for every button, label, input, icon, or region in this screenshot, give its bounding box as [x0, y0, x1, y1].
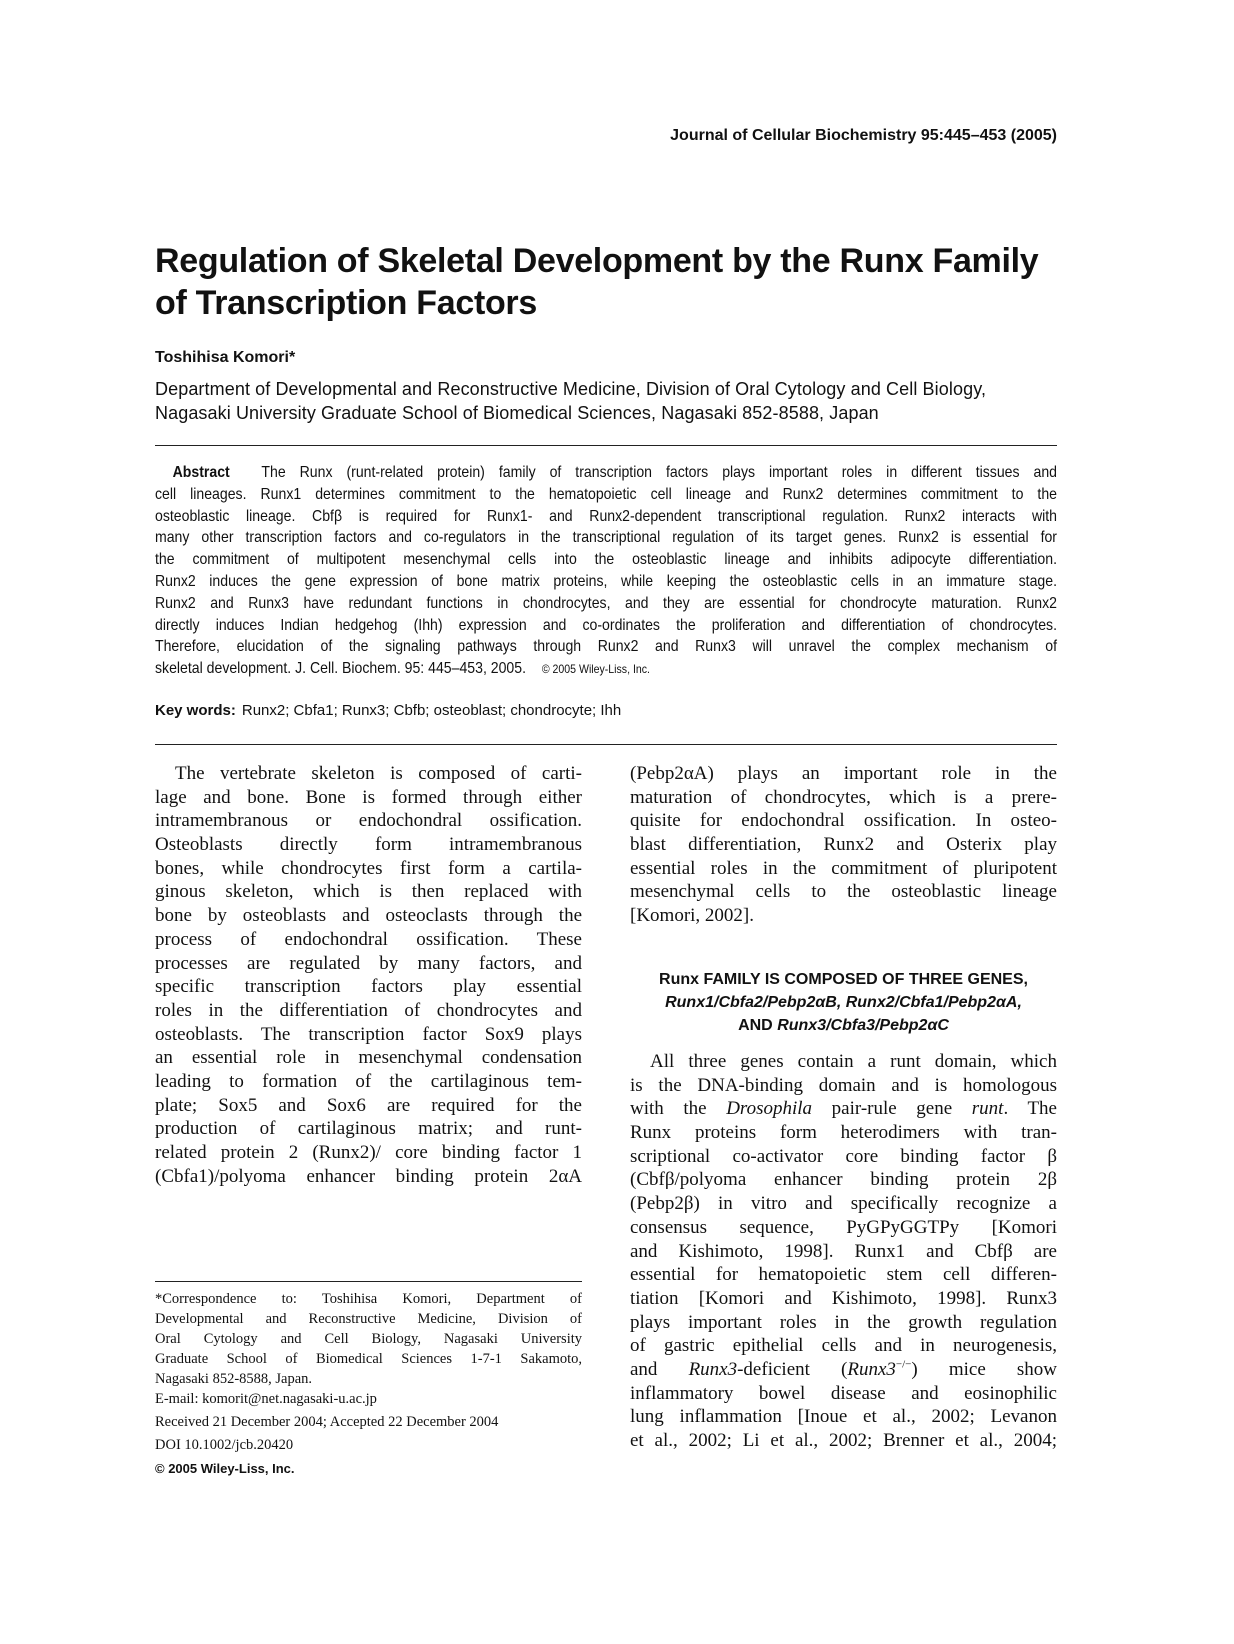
abstract-label: Abstract	[172, 464, 230, 481]
text-line: and Runx3-deficient (Runx3−/−) mice show	[630, 1358, 1057, 1380]
text-line: lung inflammation [Inoue et al., 2002; Levanon	[630, 1406, 1057, 1428]
text-line: lage and bone. Bone is formed through either	[155, 786, 582, 808]
italic-term: Runx3	[847, 1358, 896, 1380]
author: Toshihisa Komori*	[155, 349, 296, 366]
text-line: essential for hematopoietic stem cell differen-	[630, 1264, 1057, 1286]
text-line: mesenchymal cells to the osteoblastic lineage	[630, 881, 1057, 903]
footnote-divider	[155, 1281, 582, 1282]
abstract	[155, 462, 1057, 680]
text-line: intramembranous or endochondral ossification.	[155, 810, 582, 832]
keywords-label: Key words:	[155, 702, 236, 719]
heading-line: Runx FAMILY IS COMPOSED OF THREE GENES,	[659, 971, 1028, 988]
left-column-text	[155, 762, 582, 1188]
text-line: bone by osteoblasts and osteoclasts through the	[155, 905, 582, 927]
text-line: Runx proteins form heterodimers with tran-	[630, 1122, 1057, 1144]
heading-line	[630, 1014, 1057, 1037]
abstract-line: Runx2 and Runx3 have redundant functions in chondrocytes, and they are essential for chondrocyte maturation. Runx2	[155, 594, 1057, 612]
abstract-line: osteoblastic lineage. Cbfβ is required for Runx1- and Runx2-dependent transcriptional regulation. Runx2 interacts with	[155, 507, 1057, 525]
title-line: of Transcription Factors	[155, 284, 537, 322]
text-line: of gastric epithelial cells and in neurogenesis,	[630, 1335, 1057, 1357]
text-line: Osteoblasts directly form intramembranous	[155, 834, 582, 856]
doi: DOI 10.1002/jcb.20420	[155, 1437, 294, 1453]
footnote-line: Graduate School of Biomedical Sciences 1-7-1 Sakamoto,	[155, 1351, 582, 1367]
text-line: and Kishimoto, 1998]. Runx1 and Cbfβ are	[630, 1240, 1057, 1262]
text-line: osteoblasts. The transcription factor Sox9 plays	[155, 1023, 582, 1045]
text-line: is the DNA-binding domain and is homologous	[630, 1074, 1057, 1096]
text-line: process of endochondral ossification. These	[155, 928, 582, 950]
text-line: an essential role in mesenchymal condensation	[155, 1047, 582, 1069]
footnote	[155, 1289, 582, 1476]
right-column-body	[630, 1050, 1057, 1453]
text-line: et al., 2002; Li et al., 2002; Brenner et al., 2004;	[630, 1430, 1057, 1451]
text-line: scriptional co-activator core binding factor β	[630, 1145, 1057, 1167]
text-line: (Pebp2αA) plays an important role in the	[630, 763, 1057, 784]
text-line: processes are regulated by many factors, and	[155, 952, 582, 974]
text-line: (Cbfa1)/polyoma enhancer binding protein 2αA	[155, 1165, 582, 1187]
text-line: leading to formation of the cartilaginous tem-	[155, 1070, 582, 1092]
heading-line	[630, 991, 1057, 1014]
text-line: inflammatory bowel disease and eosinophilic	[630, 1382, 1057, 1404]
article-title	[155, 240, 1038, 324]
text-line: (Pebp2β) in vitro and specifically recognize a	[630, 1193, 1057, 1215]
text-line: [Komori, 2002].	[630, 905, 755, 927]
abstract-copyright: © 2005 Wiley-Liss, Inc.	[541, 662, 650, 677]
heading-genes: Runx1/Cbfa2/Pebp2αB, Runx2/Cbfa1/Pebp2αA,	[665, 994, 1022, 1011]
affiliation-line: Department of Developmental and Reconstructive Medicine, Division of Oral Cytology and Cell Biology,	[155, 379, 987, 399]
text-line: roles in the differentiation of chondrocytes and	[155, 999, 582, 1021]
right-column-intro	[630, 762, 1057, 928]
heading-genes: Runx3/Cbfa3/Pebp2αC	[777, 1017, 949, 1034]
keywords	[155, 702, 621, 719]
abstract-line: cell lineages. Runx1 determines commitment to the hematopoietic cell lineage and Runx2 determines commitment to the	[155, 485, 1057, 503]
abstract-line: many other transcription factors and co-regulators in the transcriptional regulation of its target genes. Runx2 is essential for	[155, 529, 1057, 547]
text-line: bones, while chondrocytes first form a cartila-	[155, 857, 582, 879]
abstract-line: the commitment of multipotent mesenchymal cells into the osteoblastic lineage and inhibits adipocyte differentiation.	[155, 551, 1057, 569]
text-line: with the Drosophila pair-rule gene runt. The	[630, 1098, 1057, 1120]
title-line: Regulation of Skeletal Development by the Runx Family	[155, 242, 1039, 280]
text-line: plays important roles in the growth regulation	[630, 1311, 1057, 1333]
text-line: ginous skeleton, which is then replaced with	[155, 881, 582, 903]
text-line: related protein 2 (Runx2)/ core binding factor 1	[155, 1142, 582, 1163]
abstract-line: Therefore, elucidation of the signaling pathways through Runx2 and Runx3 will unravel the complex mechanism of	[155, 638, 1057, 656]
text-line: All three genes contain a runt domain, which	[650, 1051, 1057, 1072]
footnote-line: Oral Cytology and Cell Biology, Nagasaki University	[155, 1331, 582, 1347]
italic-term: Runx3	[688, 1358, 738, 1380]
abstract-line: Runx2 induces the gene expression of bone matrix proteins, while keeping the osteoblastic cells in an immature stage.	[155, 572, 1057, 590]
journal-citation: Journal of Cellular Biochemistry 95:445–453 (2005)	[670, 127, 1057, 144]
footnote-line: Developmental and Reconstructive Medicine, Division of	[155, 1311, 582, 1327]
section-heading	[630, 968, 1057, 1037]
text-line: (Cbfβ/polyoma enhancer binding protein 2β	[630, 1169, 1057, 1191]
affiliation-line: Nagasaki University Graduate School of Biomedical Sciences, Nagasaki 852-8588, Japan	[155, 403, 879, 423]
italic-term: runt	[971, 1098, 1004, 1120]
footnote-line: E-mail: komorit@net.nagasaki-u.ac.jp	[155, 1391, 377, 1407]
affiliation	[155, 377, 986, 425]
divider	[155, 445, 1057, 446]
text-line: blast differentiation, Runx2 and Osterix play	[630, 834, 1057, 856]
abstract-line: directly induces Indian hedgehog (Ihh) expression and co-ordinates the proliferation and differentiation of chondrocytes.	[155, 616, 1057, 634]
text-line: consensus sequence, PyGPyGGTPy [Komori	[630, 1216, 1057, 1238]
divider	[155, 744, 1057, 745]
text-line: essential roles in the commitment of pluripotent	[630, 857, 1057, 879]
footnote-line: *Correspondence to: Toshihisa Komori, Department of	[155, 1291, 582, 1307]
abstract-line: skeletal development. J. Cell. Biochem. 95: 445–453, 2005. © 2005 Wiley-Liss, Inc.	[155, 660, 650, 678]
superscript: −/−	[895, 1358, 912, 1371]
text-line: production of cartilaginous matrix; and runt-	[155, 1118, 582, 1140]
abstract-line: Abstract The Runx (runt-related protein) family of transcription factors plays important roles in different tissues and	[172, 464, 1058, 481]
italic-term: Drosophila	[726, 1098, 813, 1120]
copyright: © 2005 Wiley-Liss, Inc.	[155, 1461, 295, 1476]
text-line: tiation [Komori and Kishimoto, 1998]. Runx3	[630, 1287, 1057, 1309]
text-line: The vertebrate skeleton is composed of carti-	[175, 763, 582, 784]
text-line: quisite for endochondral ossification. In osteo-	[630, 810, 1057, 832]
keywords-value: Runx2; Cbfa1; Runx3; Cbfb; osteoblast; chondrocyte; Ihh	[241, 702, 622, 719]
received-dates: Received 21 December 2004; Accepted 22 December 2004	[155, 1414, 499, 1430]
text-line: plate; Sox5 and Sox6 are required for the	[155, 1094, 582, 1116]
text-line: specific transcription factors play essential	[155, 976, 582, 998]
heading-and: AND	[738, 1017, 773, 1034]
footnote-line: Nagasaki 852-8588, Japan.	[155, 1371, 313, 1387]
text-line: maturation of chondrocytes, which is a prere-	[630, 786, 1057, 808]
